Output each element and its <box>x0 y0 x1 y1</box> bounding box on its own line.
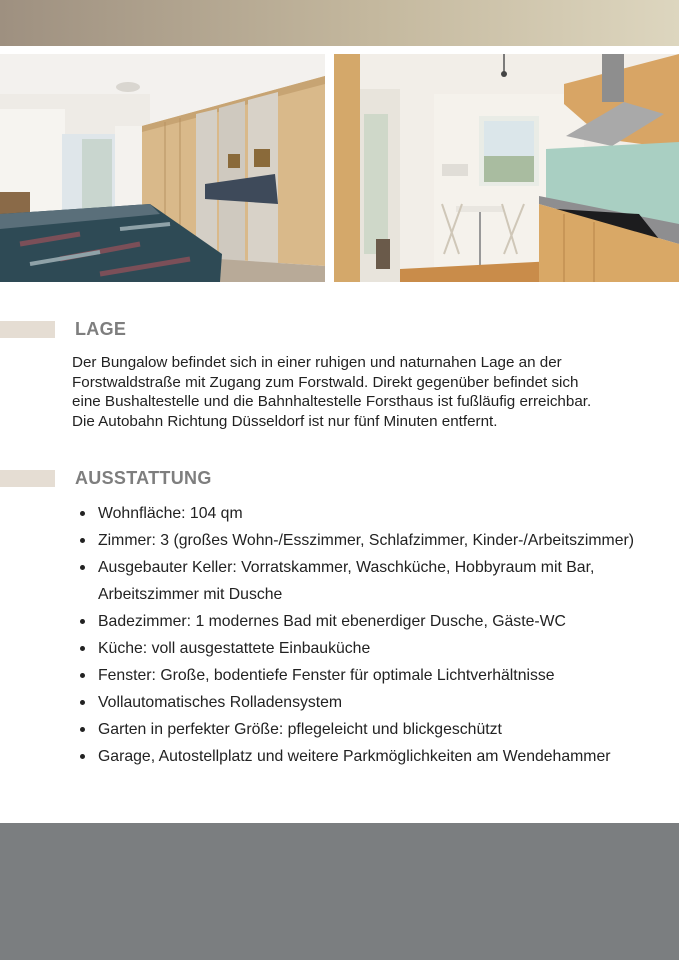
list-item: Vollautomatisches Rolladensystem <box>72 689 672 716</box>
top-decorative-band <box>0 0 679 46</box>
lage-paragraph: Der Bungalow befindet sich in einer ruhigen und naturnahen Lage an der Forstwaldstraße mit Zugang zum Forstwald. Direkt gegenüber befindet sich eine Bushaltestelle und die Bahnhaltestelle Forsthaus ist fußläufig erreichbar. Die Autobahn Richtung Düsseldorf ist nur fünf Minuten entfernt. <box>72 354 592 430</box>
list-item: Garten in perfekter Größe: pflegeleicht und blickgeschützt <box>72 716 672 743</box>
list-item: Fenster: Große, bodentiefe Fenster für optimale Lichtverhältnisse <box>72 662 672 689</box>
list-item: Garage, Autostellplatz und weitere Parkmöglichkeiten am Wendehammer <box>72 743 672 770</box>
list-item: Wohnfläche: 104 qm <box>72 500 672 527</box>
lage-heading: LAGE <box>75 319 127 339</box>
list-item: Ausgebauter Keller: Vorratskammer, Waschküche, Hobbyraum mit Bar, Arbeitszimmer mit Dusche <box>72 554 672 608</box>
lage-accent-bar <box>0 321 55 338</box>
list-item: Badezimmer: 1 modernes Bad mit ebenerdiger Dusche, Gäste-WC <box>72 608 672 635</box>
list-item: Zimmer: 3 (großes Wohn-/Esszimmer, Schlafzimmer, Kinder-/Arbeitszimmer) <box>72 527 672 554</box>
bottom-decorative-band <box>0 823 679 960</box>
bedroom-photo <box>0 54 325 282</box>
list-item: Küche: voll ausgestattete Einbauküche <box>72 635 672 662</box>
kitchen-photo <box>334 54 679 282</box>
ausstattung-accent-bar <box>0 470 55 487</box>
feature-list <box>72 500 672 770</box>
ausstattung-heading: AUSSTATTUNG <box>75 468 212 488</box>
